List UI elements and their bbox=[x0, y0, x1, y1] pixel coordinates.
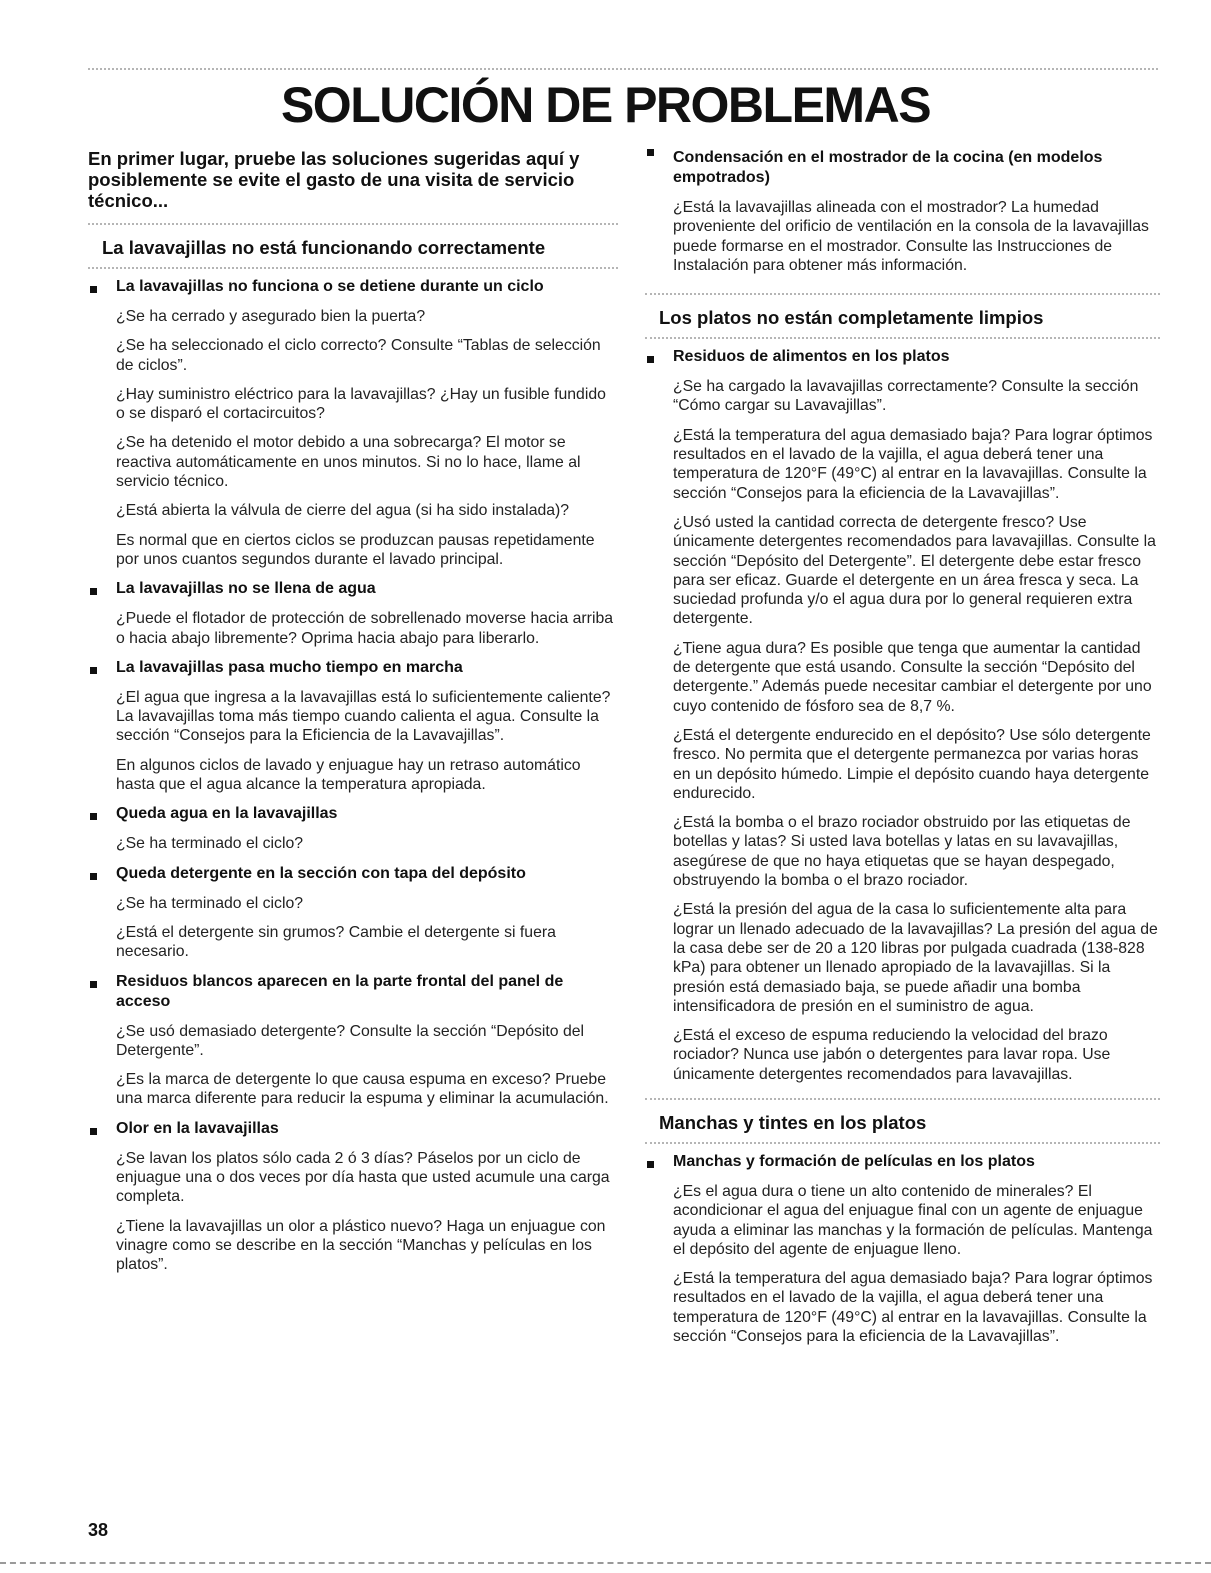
answer-paragraph: Es normal que en ciertos ciclos se produzcan pausas repetidamente por unos cuantos segundos durante el lavado principal. bbox=[116, 531, 595, 568]
bullet-icon bbox=[90, 588, 97, 595]
answer-paragraph: ¿Está la temperatura del agua demasiado baja? Para lograr óptimos resultados en el lavado de la vajilla, el agua deberá tener una temperatura de 120°F (49°C) al entrar en la lavavajillas. Consulte la sección “Consejos para la eficiencia de la Lavavajillas”. bbox=[673, 426, 1153, 502]
problem-item bbox=[88, 804, 618, 853]
bullet-icon bbox=[647, 1161, 654, 1168]
answer-paragraph: ¿Está el detergente endurecido en el depósito? Use sólo detergente fresco. No permita que el detergente permanezca por varias horas en un depósito húmedo. Limpie el depósito cuando haya detergente endurecido. bbox=[673, 726, 1151, 802]
answer-paragraph: ¿Se usó demasiado detergente? Consulte la sección “Depósito del Detergente”. bbox=[116, 1022, 585, 1059]
section-header-spots bbox=[645, 1098, 1160, 1144]
answer-paragraph: ¿Está la bomba o el brazo rociador obstruido por las etiquetas de botellas y latas? Si usted lava botellas y latas en su lavavajillas, asegúrese de que no haya etiquetas que se hayan despegado, obstruyendo la bomba o el brazo rociador. bbox=[673, 814, 1131, 890]
answer-paragraph: ¿Está el detergente sin grumos? Cambie el detergente si fuera necesario. bbox=[116, 923, 556, 961]
answer-paragraph: ¿Está la temperatura del agua demasiado baja? Para lograr óptimos resultados en el lavado de la vajilla, el agua deberá tener una temperatura de 120°F (49°C) al entrar en la lavavajillas. Consulte la sección “Consejos para la eficiencia de la Lavavajillas”. bbox=[673, 1270, 1153, 1346]
section-title: Los platos no están completamente limpios bbox=[659, 307, 1044, 329]
answer-paragraph: En algunos ciclos de lavado y enjuague hay un retraso automático hasta que el agua alcance la temperatura apropiada. bbox=[116, 756, 581, 794]
problem-title: Condensación en el mostrador de la cocina (en modelos empotrados) bbox=[673, 149, 1103, 186]
bullet-icon bbox=[90, 813, 97, 820]
answer-paragraph: ¿Se ha seleccionado el ciclo correcto? Consulte “Tablas de selección de ciclos”. bbox=[116, 337, 601, 374]
bottom-divider bbox=[0, 1562, 1211, 1564]
problem-item bbox=[88, 972, 618, 1109]
problem-item bbox=[88, 864, 618, 962]
section-header-not-clean bbox=[645, 293, 1160, 339]
problem-item bbox=[88, 277, 618, 569]
answer-paragraph: ¿Se ha cerrado y asegurado bien la puerta? bbox=[116, 308, 426, 325]
section-header-not-working bbox=[88, 223, 618, 269]
bullet-icon bbox=[90, 286, 97, 293]
answer-paragraph: ¿Está abierta la válvula de cierre del agua (si ha sido instalada)? bbox=[116, 502, 570, 520]
answer-paragraph: ¿Usó usted la cantidad correcta de detergente fresco? Use únicamente detergentes recomendados para lavavajillas. Consulte la sección “Depósito del Detergente”. El detergente debe estar fresco para ser eficaz. Guarde el detergente en un área fresca y seca. La suciedad profunda y/o el agua dura por lo general requieren extra detergente. bbox=[673, 513, 1156, 628]
answer-paragraph: ¿Está la presión del agua de la casa lo suficientemente alta para lograr un llenado adecuado de la lavavajillas? La presión del agua de la casa debe ser de 20 a 120 libras por pulgada cuadrada (138-828 kPa) para obtener un llenado apropiado de la lavavajillas. Si la presión está demasiado baja, se puede añadir una bomba intensificadora de presión en el suministro de agua. bbox=[673, 901, 1158, 1015]
problem-item bbox=[645, 148, 1160, 275]
answer-paragraph: ¿Se ha terminado el ciclo? bbox=[116, 894, 304, 912]
answer-paragraph: ¿Es la marca de detergente lo que causa espuma en exceso? Pruebe una marca diferente para reducir la espuma y eliminar la acumulación. bbox=[116, 1071, 609, 1108]
bullet-icon bbox=[90, 1128, 97, 1135]
problem-title: Manchas y formación de películas en los platos bbox=[673, 1152, 1035, 1170]
problem-title: Residuos blancos aparecen en la parte frontal del panel de acceso bbox=[116, 972, 564, 1010]
answer-paragraph: ¿Puede el flotador de protección de sobrellenado moverse hacia arriba o hacia abajo libremente? Oprima hacia abajo para liberarlo. bbox=[116, 610, 614, 647]
problem-item bbox=[645, 347, 1160, 1084]
answer-paragraph: ¿Está la lavavajillas alineada con el mostrador? La humedad proveniente del orificio de ventilación en la consola de la lavavajillas puede formarse en el mostrador. Consulte las Instrucciones de Instalación para obtener más información. bbox=[673, 199, 1149, 274]
page-number: 38 bbox=[88, 1520, 109, 1540]
answer-paragraph: ¿Tiene agua dura? Es posible que tenga que aumentar la cantidad de detergente que está usando. Consulte la sección “Depósito del detergente.” Además puede necesitar cambiar el detergente por uno cuyo contenido de fósforo sea de 8,7 %. bbox=[673, 639, 1152, 715]
page-title: SOLUCIÓN DE PROBLEMAS bbox=[280, 77, 931, 133]
bullet-icon bbox=[90, 873, 97, 880]
problem-item bbox=[88, 579, 618, 648]
problem-title: Queda agua en la lavavajillas bbox=[116, 805, 338, 823]
problem-item bbox=[645, 1152, 1160, 1346]
answer-paragraph: ¿Se ha cargado la lavavajillas correctamente? Consulte la sección “Cómo cargar su Lavavajillas”. bbox=[673, 378, 1139, 415]
answer-paragraph: ¿Se ha detenido el motor debido a una sobrecarga? El motor se reactiva automáticamente en unos minutos. Si no lo hace, llame al servicio técnico. bbox=[116, 434, 581, 491]
bullet-icon bbox=[90, 667, 97, 674]
problem-title: Residuos de alimentos en los platos bbox=[673, 348, 950, 366]
section-title: Manchas y tintes en los platos bbox=[659, 1111, 927, 1133]
problem-title: La lavavajillas no funciona o se detiene durante un ciclo bbox=[116, 278, 544, 295]
intro-text: En primer lugar, pruebe las soluciones sugeridas aquí y posiblemente se evite el gasto de una visita de servicio técnico... bbox=[88, 148, 580, 211]
problem-item bbox=[88, 1119, 618, 1275]
problem-title: La lavavajillas no se llena de agua bbox=[116, 580, 376, 598]
bullet-icon bbox=[90, 981, 97, 988]
problem-title: La lavavajillas pasa mucho tiempo en marcha bbox=[116, 658, 463, 676]
right-column bbox=[645, 148, 1160, 1356]
answer-paragraph: ¿Se ha terminado el ciclo? bbox=[116, 835, 304, 853]
section-title: La lavavajillas no está funcionando correctamente bbox=[102, 237, 546, 258]
answer-paragraph: ¿Tiene la lavavajillas un olor a plástico nuevo? Haga un enjuague con vinagre como se describe en la sección “Manchas y películas en los platos”. bbox=[116, 1217, 606, 1274]
answer-paragraph: ¿Se lavan los platos sólo cada 2 ó 3 días? Páselos por un ciclo de enjuague una o dos veces por día hasta que usted acumule una carga completa. bbox=[116, 1149, 610, 1206]
bullet-icon bbox=[647, 356, 654, 363]
bullet-icon bbox=[647, 149, 654, 156]
problem-title: Olor en la lavavajillas bbox=[116, 1119, 279, 1137]
answer-paragraph: ¿El agua que ingresa a la lavavajillas está lo suficientemente caliente? La lavavajillas toma más tiempo cuando calienta el agua. Consulte la sección “Consejos para la Eficiencia de la Lavavajillas”. bbox=[116, 688, 611, 745]
left-column bbox=[88, 148, 618, 1285]
problem-title: Queda detergente en la sección con tapa del depósito bbox=[116, 864, 526, 882]
answer-paragraph: ¿Está el exceso de espuma reduciendo la velocidad del brazo rociador? Nunca use jabón o detergentes para lavar ropa. Use únicamente detergentes recomendados para lavavajillas. bbox=[673, 1027, 1111, 1083]
problem-item bbox=[88, 658, 618, 794]
top-divider bbox=[88, 68, 1158, 70]
answer-paragraph: ¿Hay suministro eléctrico para la lavavajillas? ¿Hay un fusible fundido o se disparó el cortacircuitos? bbox=[116, 385, 606, 423]
answer-paragraph: ¿Es el agua dura o tiene un alto contenido de minerales? El acondicionar el agua del enjuague final con un agente de enjuague ayuda a eliminar las manchas y la formación de películas. Mantenga el depósito del agente de enjuague lleno. bbox=[673, 1182, 1153, 1258]
